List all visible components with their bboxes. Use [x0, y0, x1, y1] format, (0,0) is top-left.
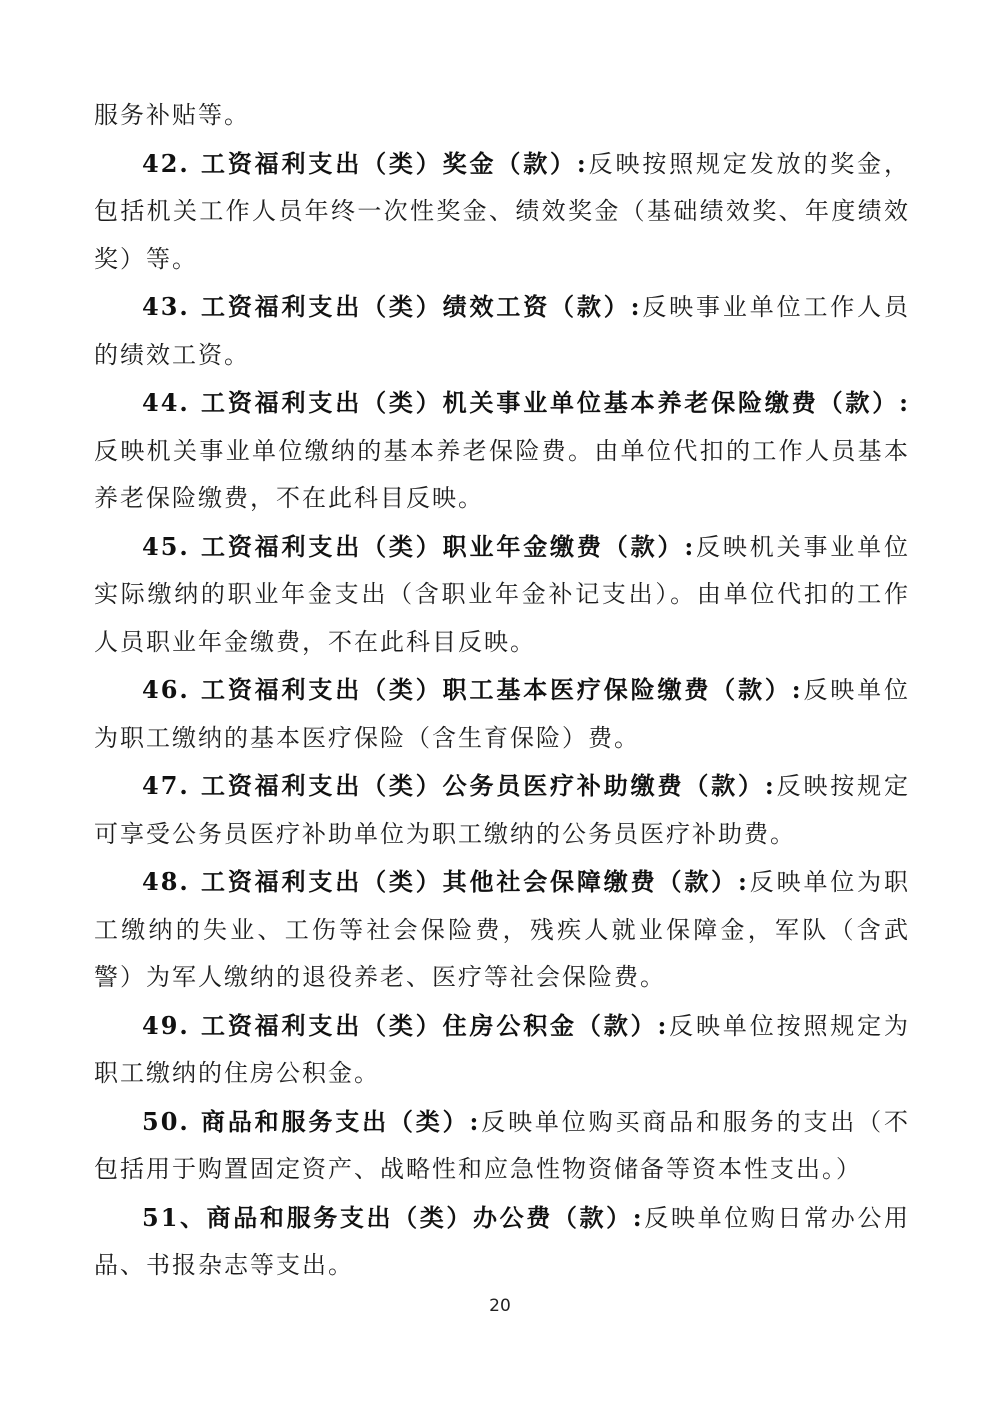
page-number: 20: [489, 1296, 511, 1316]
item-44-body: 反映机关事业单位缴纳的基本养老保险费。由单位代扣的工作人员基本养老保险缴费，不在此科目反映。: [94, 436, 910, 512]
definition-item-42: [94, 140, 910, 284]
item-44-head: 44. 工资福利支出（类）机关事业单位基本养老保险缴费（款）:: [142, 388, 910, 417]
item-50-head: 50. 商品和服务支出（类）:: [142, 1106, 481, 1136]
item-48-head: 48. 工资福利支出（类）其他社会保障缴费（款）:: [142, 867, 749, 896]
item-46-body: 反映单位为职工缴纳的基本医疗保险（含生育保险）费。: [94, 676, 911, 752]
definition-item-46: [94, 666, 910, 762]
definition-item-43: [94, 283, 910, 379]
item-42-head: 42. 工资福利支出（类）奖金（款）:: [142, 148, 588, 178]
item-47-head: 47. 工资福利支出（类）公务员医疗补助缴费（款）:: [142, 771, 776, 800]
item-43-body: 反映事业单位工作人员的绩效工资。: [94, 293, 910, 369]
item-50-body: 反映单位购买商品和服务的支出（不包括用于购置固定资产、战略性和应急性物资储备等资本性支出。）: [94, 1107, 911, 1183]
item-45-body: 反映机关事业单位实际缴纳的职业年金支出（含职业年金补记支出）。由单位代扣的工作人员职业年金缴费，不在此科目反映。: [94, 532, 911, 656]
definition-item-48: [94, 858, 910, 1002]
item-51-head: 51、商品和服务支出（类）办公费（款）:: [142, 1202, 644, 1232]
item-49-body: 反映单位按照规定为职工缴纳的住房公积金。: [94, 1011, 911, 1087]
definition-item-44: [94, 379, 910, 523]
item-46-head: 46. 工资福利支出（类）职工基本医疗保险缴费（款）:: [142, 675, 803, 704]
item-49-head: 49. 工资福利支出（类）住房公积金（款）:: [142, 1010, 669, 1040]
item-47-body: 反映按规定可享受公务员医疗补助单位为职工缴纳的公务员医疗补助费。: [94, 772, 910, 848]
definition-item-47: [94, 762, 910, 858]
definition-item-50: [94, 1098, 910, 1194]
definition-item-49: [94, 1002, 910, 1098]
item-51-body: 反映单位购日常办公用品、书报杂志等支出。: [94, 1203, 911, 1279]
item-43-head: 43. 工资福利支出（类）绩效工资（款）:: [142, 292, 642, 321]
item-48-body: 反映单位为职工缴纳的失业、工伤等社会保险费，残疾人就业保障金，军队（含武警）为军人缴纳的退役养老、医疗等社会保险费。: [94, 868, 911, 991]
paragraph-continuation: [94, 92, 910, 140]
item-45-head: 45. 工资福利支出（类）职业年金缴费（款）:: [142, 531, 696, 561]
definition-item-51: [94, 1194, 910, 1290]
definition-item-45: [94, 523, 910, 667]
item-42-body: 反映按照规定发放的奖金，包括机关工作人员年终一次性奖金、绩效奖金（基础绩效奖、年度绩效奖）等。: [94, 149, 911, 273]
continuation-text: 服务补贴等。: [94, 101, 250, 129]
